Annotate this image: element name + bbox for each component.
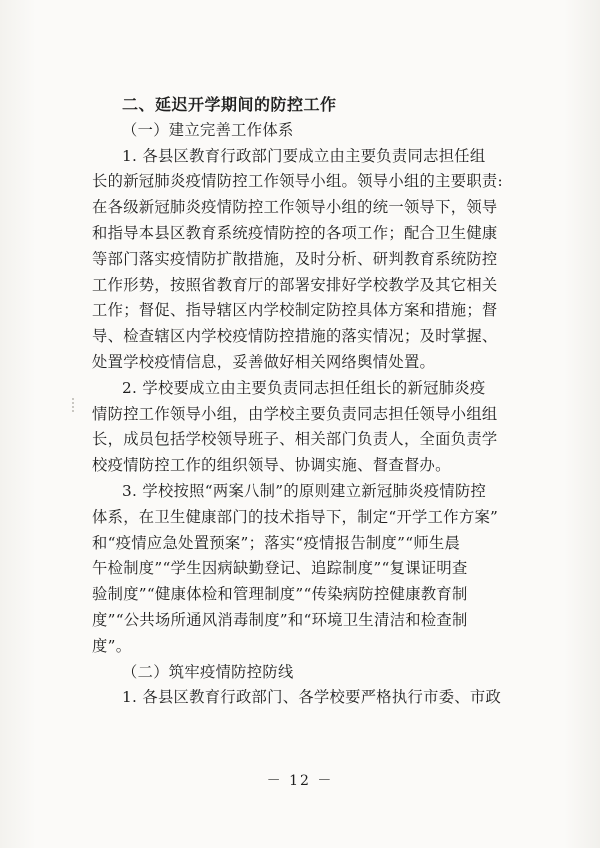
paragraph-line: 2. 学校要成立由主要负责同志担任组长的新冠肺炎疫 bbox=[122, 378, 486, 397]
paragraph-line: 长，成员包括学校领导班子、相关部门负责人，全面负责学 bbox=[92, 430, 498, 449]
paragraph-line: 3. 学校按照“两案八制”的原则建立新冠肺炎疫情防控 bbox=[122, 481, 487, 500]
paragraph-line: 度”。 bbox=[92, 636, 132, 655]
paragraph-line: 工作；督促、指导辖区内学校制定防控具体方案和措施；督 bbox=[92, 301, 498, 320]
paragraph-line: 和“疫情应急处置预案”；落实“疫情报告制度”“师生晨 bbox=[92, 533, 461, 552]
paragraph-line: 验制度”“健康体检和管理制度”“传染病防控健康教育制 bbox=[92, 585, 468, 604]
paragraph-line: 长的新冠肺炎疫情防控工作领导小组。领导小组的主要职责: bbox=[92, 172, 503, 191]
paragraph-line: 度”“公共场所通风消毒制度”和“环境卫生清洁和检查制 bbox=[92, 610, 468, 629]
paragraph-line: 处置学校疫情信息，妥善做好相关网络舆情处置。 bbox=[92, 352, 436, 371]
paragraph-line: 午检制度”“学生因病缺勤登记、追踪制度”“复课证明查 bbox=[92, 559, 468, 578]
subsection-heading-2: （二）筑牢疫情防控防线 bbox=[122, 662, 294, 681]
paragraph-line: 在各级新冠肺炎疫情防控工作领导小组的统一领导下，领导 bbox=[92, 198, 498, 217]
paragraph-2 bbox=[92, 376, 508, 479]
scan-mark bbox=[72, 398, 80, 412]
page-number: － 12 － bbox=[266, 773, 334, 789]
paragraph-line: 校疫情防控工作的组织领导、协调实施、督查督办。 bbox=[92, 456, 451, 475]
paragraph-1 bbox=[92, 144, 508, 376]
paragraph-4 bbox=[92, 685, 508, 711]
paragraph-line: 等部门落实疫情防扩散措施，及时分析、研判教育系统防控 bbox=[92, 249, 498, 268]
document-body bbox=[92, 92, 508, 711]
paragraph-line: 1. 各县区教育行政部门要成立由主要负责同志担任组 bbox=[122, 146, 486, 165]
subsection-heading-1: （一）建立完善工作体系 bbox=[122, 120, 294, 139]
paragraph-3 bbox=[92, 479, 508, 660]
paragraph-line: 导、检查辖区内学校疫情防控措施的落实情况；及时掌握、 bbox=[92, 327, 498, 346]
section-heading: 二、延迟开学期间的防控工作 bbox=[122, 95, 337, 114]
paragraph-line: 1. 各县区教育行政部门、各学校要严格执行市委、市政 bbox=[122, 688, 502, 707]
paragraph-line: 和指导本县区教育系统疫情防控的各项工作；配合卫生健康 bbox=[92, 223, 498, 242]
paragraph-line: 体系，在卫生健康部门的技术指导下，制定“开学工作方案” bbox=[92, 507, 499, 526]
paragraph-line: 情防控工作领导小组，由学校主要负责同志担任领导小组组 bbox=[92, 404, 498, 423]
paragraph-line: 工作形势，按照省教育厅的部署安排好学校教学及其它相关 bbox=[92, 275, 498, 294]
